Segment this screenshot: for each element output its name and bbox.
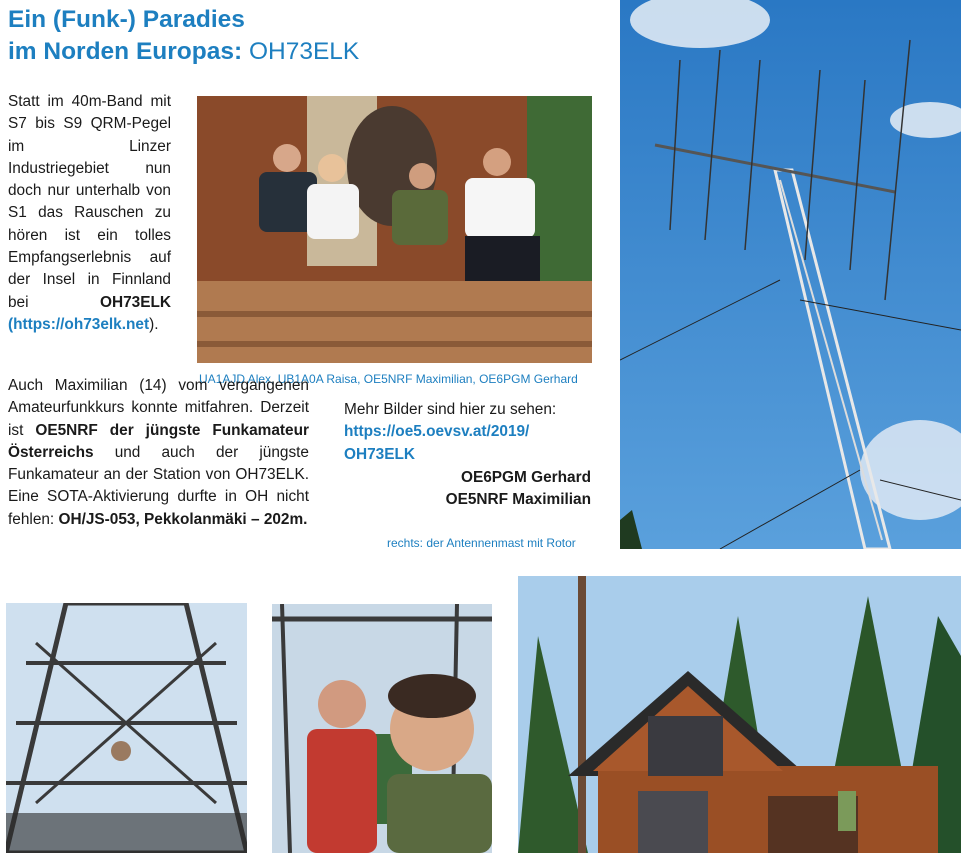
mast-caption: rechts: der Antennenmast mit Rotor — [387, 536, 576, 550]
mast-climb-photo — [6, 603, 247, 853]
article-title — [8, 4, 359, 68]
signature: OE6PGM Gerhard OE5NRF Maximilian — [445, 469, 591, 509]
title-line-1: Ein (Funk-) Paradies — [8, 6, 245, 33]
group-photo — [197, 96, 592, 363]
antenna-mast-photo — [620, 0, 961, 549]
more-pictures-label: Mehr Bilder sind hier zu sehen: — [344, 401, 557, 418]
more-pictures — [344, 399, 594, 466]
group-photo-caption: UA1AJD Alex, UB1A0A Raisa, OE5NRF Maximilian, OE6PGM Gerhard — [199, 372, 578, 386]
sota-summit: OH/JS-053, Pekkolanmäki – 202m. — [58, 510, 308, 528]
cabin-photo — [518, 576, 961, 853]
oh73elk-link[interactable]: (https://oh73elk.net — [8, 315, 150, 333]
title-callsign: OH73ELK — [248, 38, 360, 65]
selfie-photo — [272, 604, 492, 853]
more-pictures-link[interactable]: https://oe5.oevsv.at/2019/ OH73ELK — [344, 423, 530, 463]
callsign-oe5nrf: OE5NRF der jüngste Funkamateur Österreichs — [8, 421, 309, 461]
second-paragraph: Auch Maximilian (14) vom vergangenen Amateurfunkkurs konnte mitfahren. Derzeit ist OE5NRF der jüngste Funkamateur Österreichs und auch der jüngste Funkamateur an der Station von OH73ELK. Eine SOTA-Aktivierung durfte in OH nicht fehlen: OH/JS-053, Pekkolanmäki – 202m. — [8, 377, 309, 528]
callsign-oh73elk: OH73ELK — [100, 293, 171, 311]
title-line-2: im Norden Europas: OH73ELK — [8, 38, 360, 65]
intro-paragraph: Statt im 40m-Band mit S7 bis S9 QRM-Pegel im Linzer Industriegebiet nun doch nur unterhalb von S1 das Rauschen zu hören ist ein tolles Empfangserlebnis auf der Insel in Finnland bei OH73ELK (https://oh73elk.net). — [8, 93, 171, 333]
